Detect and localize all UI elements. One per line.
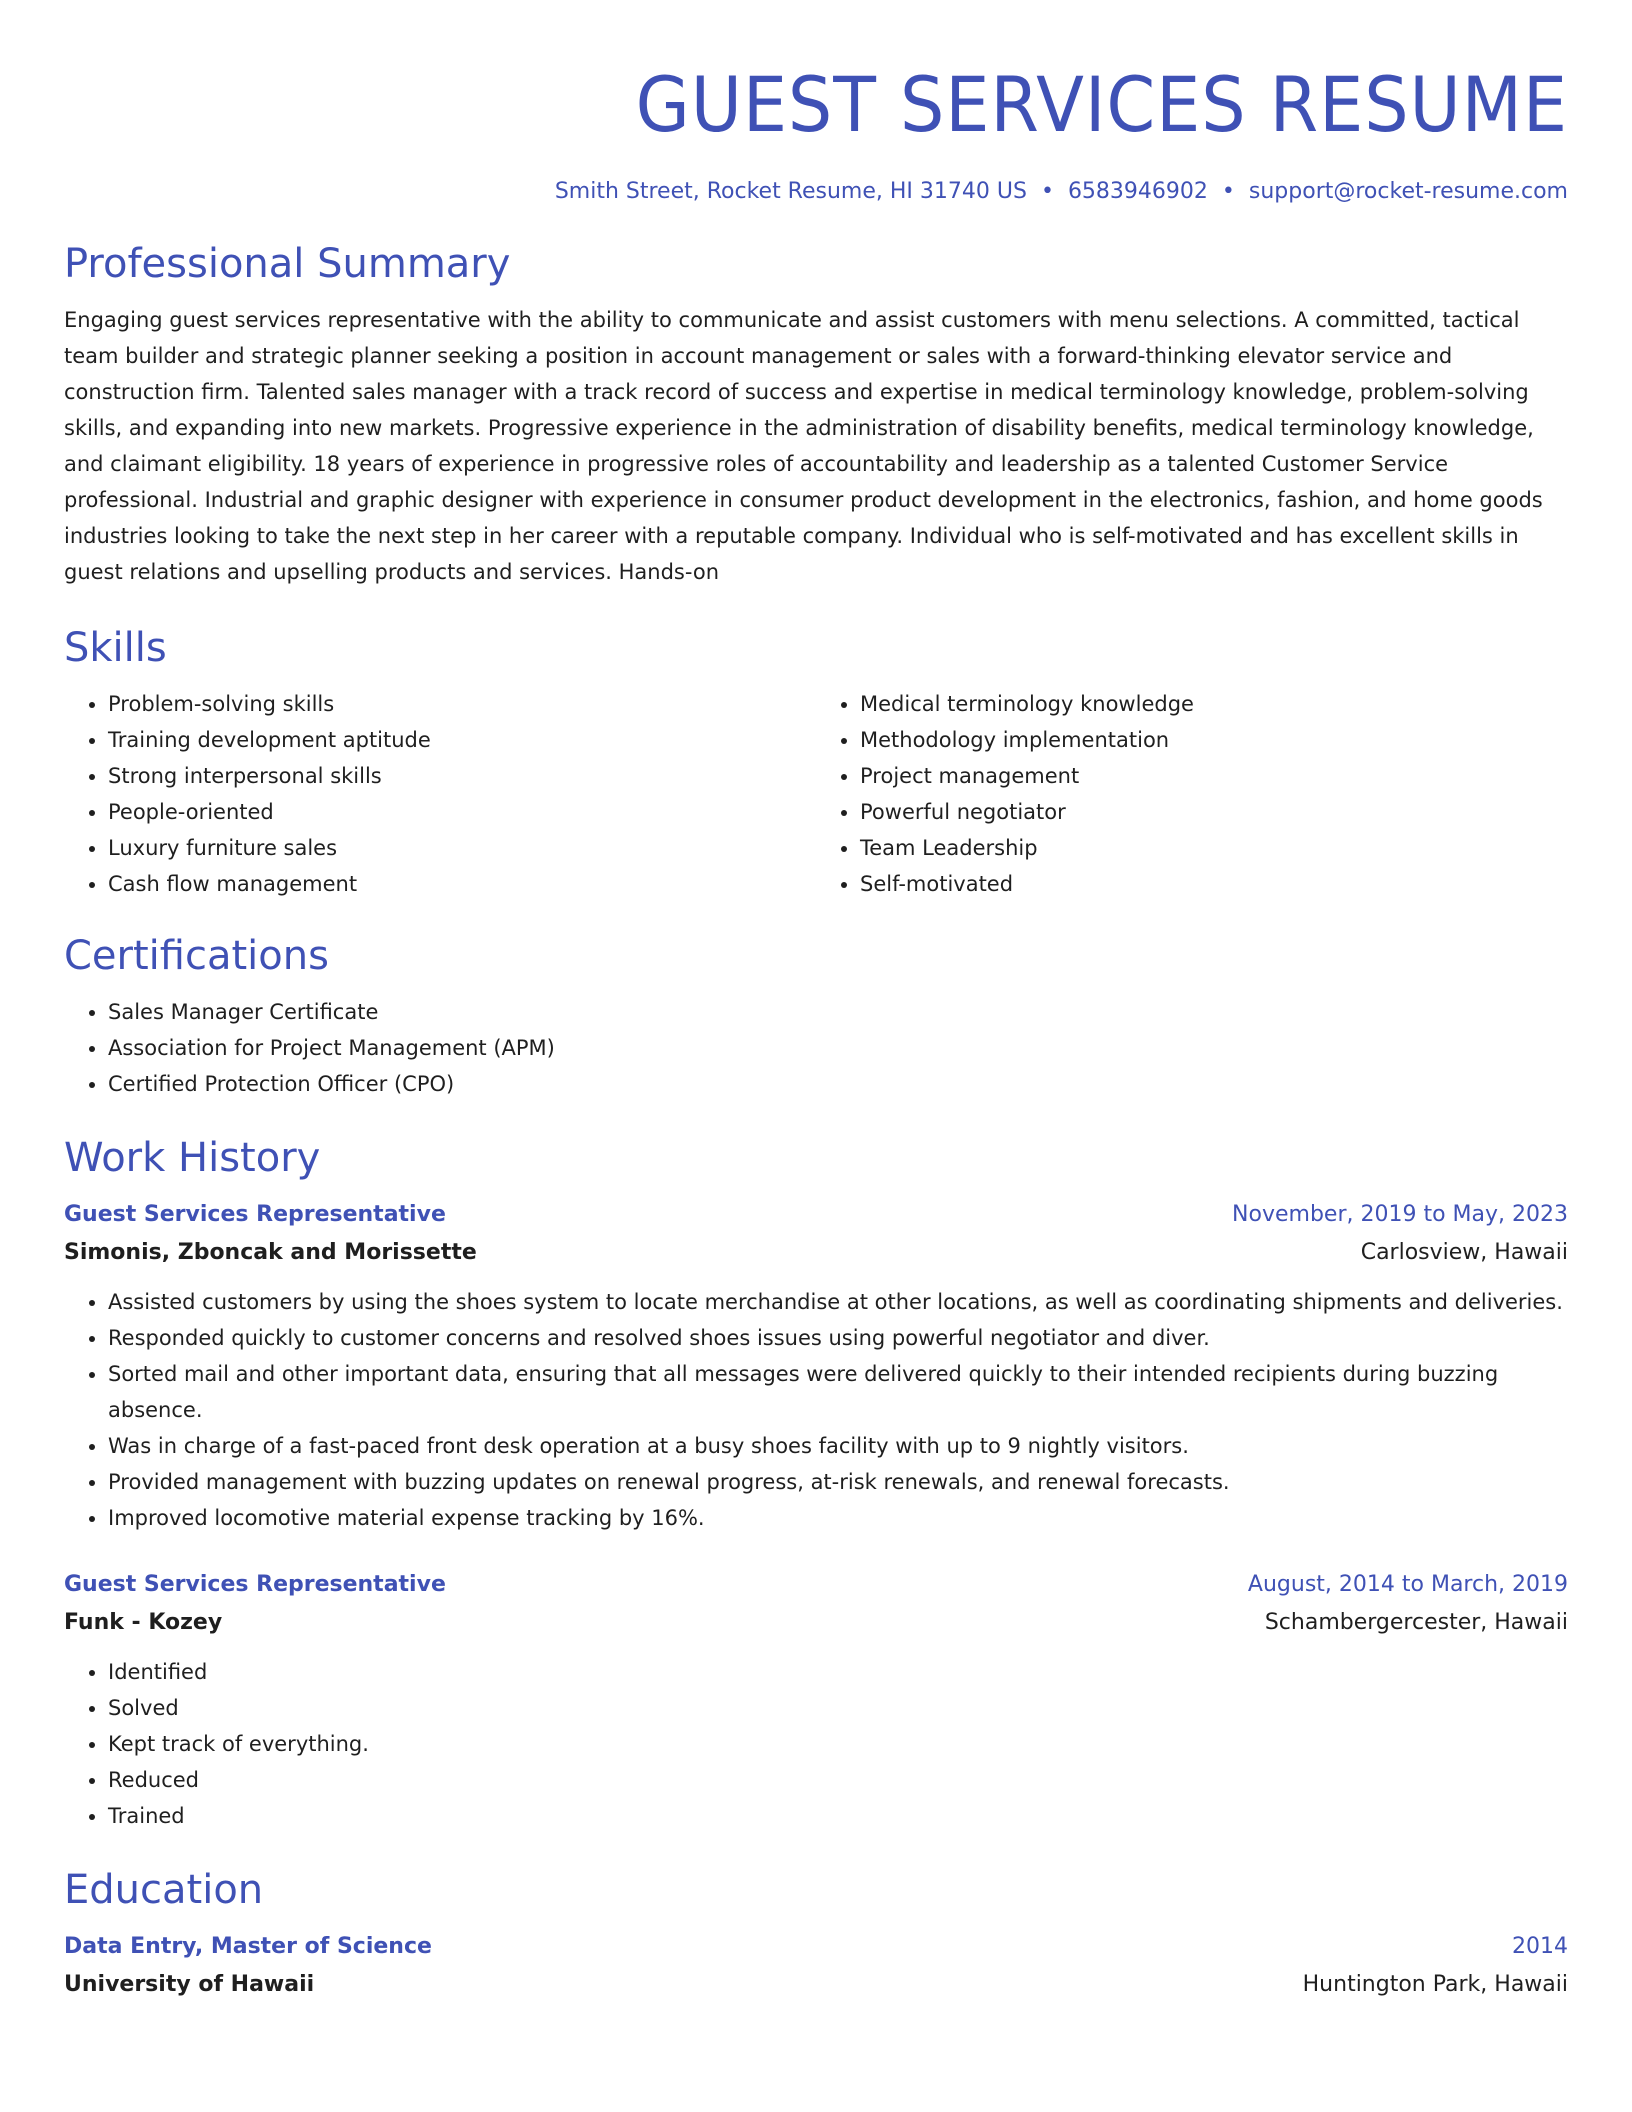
skill-item: • Self-motivated	[860, 866, 1568, 902]
job-title: Guest Services Representative	[64, 1572, 446, 1597]
skills-list-right	[816, 686, 1568, 902]
job-bullet: • Sorted mail and other important data, ensuring that all messages were delivered quickly to their intended recipients during buzzing absence.	[108, 1356, 1568, 1428]
job-bullet: • Kept track of everything.	[108, 1726, 1568, 1762]
certification-item: • Sales Manager Certificate	[108, 994, 1568, 1030]
job-bullets	[64, 1284, 1568, 1536]
job-bullets	[64, 1654, 1568, 1834]
job-bullet: • Provided management with buzzing updates on renewal progress, at-risk renewals, and renewal forecasts.	[108, 1464, 1568, 1500]
resume-header	[64, 56, 1568, 208]
contact-address: Smith Street, Rocket Resume, HI 31740 US	[554, 179, 1027, 204]
education-school-row	[64, 1966, 1568, 2004]
contact-separator: •	[1040, 179, 1054, 204]
education-year: 2014	[1512, 1934, 1568, 1959]
education-degree: Data Entry, Master of Science	[64, 1934, 432, 1959]
job-title-row	[64, 1196, 1568, 1234]
job-entry	[64, 1196, 1568, 1536]
skill-item: • Strong interpersonal skills	[108, 758, 816, 794]
skill-item: • Medical terminology knowledge	[860, 686, 1568, 722]
certification-item: • Certified Protection Officer (CPO)	[108, 1066, 1568, 1102]
skills-list-left	[64, 686, 816, 902]
job-company: Simonis, Zboncak and Morissette	[64, 1240, 477, 1265]
education-heading: Education	[64, 1867, 264, 1913]
education-location: Huntington Park, Hawaii	[1302, 1972, 1568, 1997]
summary-text: Engaging guest services representative with the ability to communicate and assist customers with menu selections. A committed, tactical team builder and strategic planner seeking a position in account management or sales with a forward-thinking elevator service and construction firm. Talented sales manager with a track record of success and expertise in medical terminology knowledge, problem-solving skills, and expanding into new markets. Progressive experience in the administration of disability benefits, medical terminology knowledge, and claimant eligibility. 18 years of experience in progressive roles of accountability and leadership as a talented Customer Service professional. Industrial and graphic designer with experience in consumer product development in the electronics, fashion, and home goods industries looking to take the next step in her career with a reputable company. Individual who is self-motivated and has excellent skills in guest relations and upselling products and services. Hands-on	[64, 308, 1543, 584]
summary-section	[64, 238, 1568, 590]
certification-item: • Association for Project Management (APM)	[108, 1030, 1568, 1066]
skill-item: • Powerful negotiator	[860, 794, 1568, 830]
job-company: Funk - Kozey	[64, 1610, 223, 1635]
job-dates: August, 2014 to March, 2019	[1247, 1572, 1568, 1597]
work-history-heading: Work History	[64, 1135, 321, 1181]
job-bullet: • Was in charge of a fast-paced front desk operation at a busy shoes facility with up to 9 nightly visitors.	[108, 1428, 1568, 1464]
contact-email: support@rocket-resume.com	[1248, 179, 1568, 204]
skills-heading: Skills	[64, 625, 167, 671]
job-bullet: • Responded quickly to customer concerns and resolved shoes issues using powerful negotiator and diver.	[108, 1320, 1568, 1356]
certifications-heading: Certifications	[64, 933, 329, 979]
job-bullet: • Solved	[108, 1690, 1568, 1726]
skill-item: • Problem-solving skills	[108, 686, 816, 722]
job-dates: November, 2019 to May, 2023	[1232, 1202, 1568, 1227]
job-bullet: • Reduced	[108, 1762, 1568, 1798]
job-bullet: • Assisted customers by using the shoes system to locate merchandise at other locations, as well as coordinating shipments and deliveries.	[108, 1284, 1568, 1320]
skills-section	[64, 622, 1568, 902]
job-location: Carlosview, Hawaii	[1360, 1240, 1568, 1265]
education-degree-row	[64, 1928, 1568, 1966]
skill-item: • Cash flow management	[108, 866, 816, 902]
job-company-row	[64, 1604, 1568, 1642]
job-location: Schambergercester, Hawaii	[1264, 1610, 1568, 1635]
job-bullet: • Trained	[108, 1798, 1568, 1834]
job-bullet: • Identified	[108, 1654, 1568, 1690]
contact-separator: •	[1221, 179, 1235, 204]
skill-item: • Project management	[860, 758, 1568, 794]
education-entry	[64, 1928, 1568, 2004]
education-section	[64, 1864, 1568, 2004]
summary-heading: Professional Summary	[64, 241, 511, 287]
certifications-section	[64, 930, 1568, 1102]
contact-phone: 6583946902	[1067, 179, 1208, 204]
job-entry	[64, 1566, 1568, 1834]
skill-item: • Training development aptitude	[108, 722, 816, 758]
resume-title: GUEST SERVICES RESUME	[635, 60, 1568, 149]
skill-item: • People-oriented	[108, 794, 816, 830]
job-title: Guest Services Representative	[64, 1202, 446, 1227]
skill-item: • Methodology implementation	[860, 722, 1568, 758]
skill-item: • Luxury furniture sales	[108, 830, 816, 866]
skill-item: • Team Leadership	[860, 830, 1568, 866]
job-bullet: • Improved locomotive material expense tracking by 16%.	[108, 1500, 1568, 1536]
job-title-row	[64, 1566, 1568, 1604]
contact-line	[64, 176, 1568, 208]
job-company-row	[64, 1234, 1568, 1272]
education-school: University of Hawaii	[64, 1972, 315, 1997]
skills-grid	[64, 674, 1568, 902]
certifications-list	[64, 994, 1568, 1102]
work-history-section	[64, 1132, 1568, 1834]
